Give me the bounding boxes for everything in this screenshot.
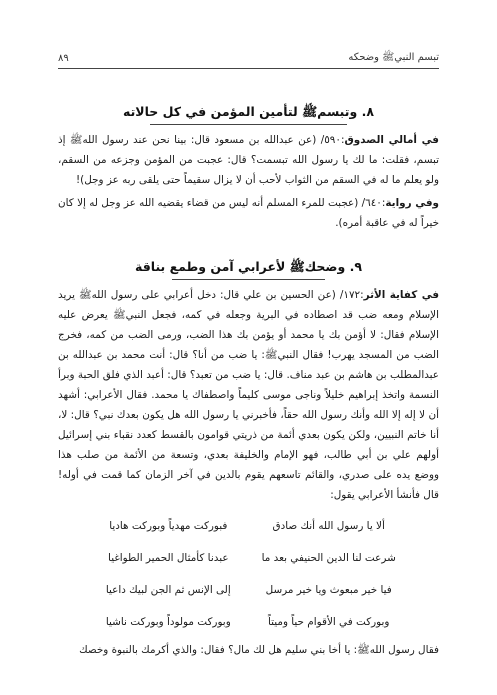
poem-verse	[100, 542, 397, 574]
verse-first-hemistich: وبوركت في الأقوام حياً وميتاً	[267, 616, 390, 628]
section-title-8: ٨. وتبسمﷺ لتأمين المؤمن في كل حالاته	[123, 104, 374, 119]
section-title-underline	[172, 279, 325, 280]
paragraph-riwaya	[58, 193, 439, 233]
poem-verse	[100, 606, 397, 638]
verse-first-hemistich: شرعت لنا الدين الحنيفي بعد ما	[261, 552, 396, 564]
section-title-underline	[150, 124, 347, 125]
poem-verse	[100, 510, 397, 542]
paragraph-text: :١٧٢/ (عن الحسين بن علي قال: دخل أعرابي على رسول اللهﷺ يريد الإسلام ومعه ضب قد اصطاده في البرية وجعله في كمه، فجعل النبيﷺ يعرض عليه الإسلام فقال: لا أؤمن بك يا محمد أو يؤمن بك هذا الضب، ورمى الضب من كمه، فخرج الضب من المسجد يهرب! فقال النبيﷺ: يا ضب من أنا؟ قال: أنت محمد بن عبدالله بن عبدالمطلب بن هاشم بن عبد مناف. قال: يا ضب من تعبد؟ قال: أعبد الذي فلق الحبة وبرأ النسمة واتخذ إبراهيم خليلاً وناجى موسى كليماً واصطفاك يا محمد. فقال الأعرابي: أشهد أن لا إله إلا الله وأنك رسول الله حقاً، فأخبرني يا رسول الله هل يكون بعدك نبي؟ قال: لا، أنا خاتم النبيين، ولكن يكون بعدي أئمة من ذريتي قوامون بالقسط كعدد نقباء بني إسرائيل أولهم علي بن أبي طالب، فهو الإمام والخليفة بعدي، وتسعة من الأئمة من صلب هذا ووضع يده على صدري، والقائم تاسعهم يقوم بالدين في آخر الزمان كما قمت في أوله! قال فأنشأ الأعرابي يقول:	[58, 289, 439, 501]
page-number: ٨٩	[58, 52, 69, 64]
paragraph-text: :٦٤٠/ (عجبت للمرء المسلم أنه ليس من قضاء يقضيه الله عز وجل له إلا كان خيراً له في عاقبة أمره).	[58, 197, 439, 229]
verse-second-hemistich: وبوركت مولوداً وبوركت ناشيا	[105, 616, 231, 628]
verse-second-hemistich: عبدنا كأمثال الحمير الطواغيا	[108, 552, 229, 564]
verse-first-hemistich: فيا خير مبعوث ويا خير مرسل	[265, 584, 392, 596]
section-title-9: ٩. وضحكﷺ لأعرابي آمن وطمع بناقة	[135, 259, 362, 274]
source-label: في كفاية الأثر	[363, 289, 440, 301]
paragraph-amali	[58, 130, 439, 190]
source-label: في أمالي الصدوق	[344, 134, 439, 146]
verse-first-hemistich: ألا يا رسول الله أنك صادق	[272, 520, 385, 532]
page-header	[58, 50, 439, 66]
paragraph-text: :٥٩٠/ (عن عبدالله بن مسعود قال: بينا نحن عند رسول اللهﷺ إذ تبسم، فقلت: ما لك يا رسول الله تبسمت؟ قال: عجبت من المؤمن وجزعه من السقم، ولو يعلم ما له في السقم من الثواب لأحب أن لا يزال سقيماً حتى يلقى ربه عز وجل)!	[58, 134, 439, 186]
verse-second-hemistich: إلى الإنس ثم الجن لبيك داعيا	[105, 584, 231, 596]
verse-second-hemistich: فبوركت مهدياً وبوركت هاديا	[109, 520, 228, 532]
poem	[100, 510, 397, 638]
paragraph-kifaya	[58, 285, 439, 505]
running-title: تبسم النبيﷺ وضحكه	[348, 52, 439, 63]
poem-verse	[100, 574, 397, 606]
header-rule	[58, 68, 439, 69]
paragraph-closing: فقال رسول اللهﷺ: يا أخا بني سليم هل لك مال؟ فقال: والذي أكرمك بالنبوة وخصك	[79, 644, 439, 656]
source-label: وفي رواية	[385, 197, 439, 209]
